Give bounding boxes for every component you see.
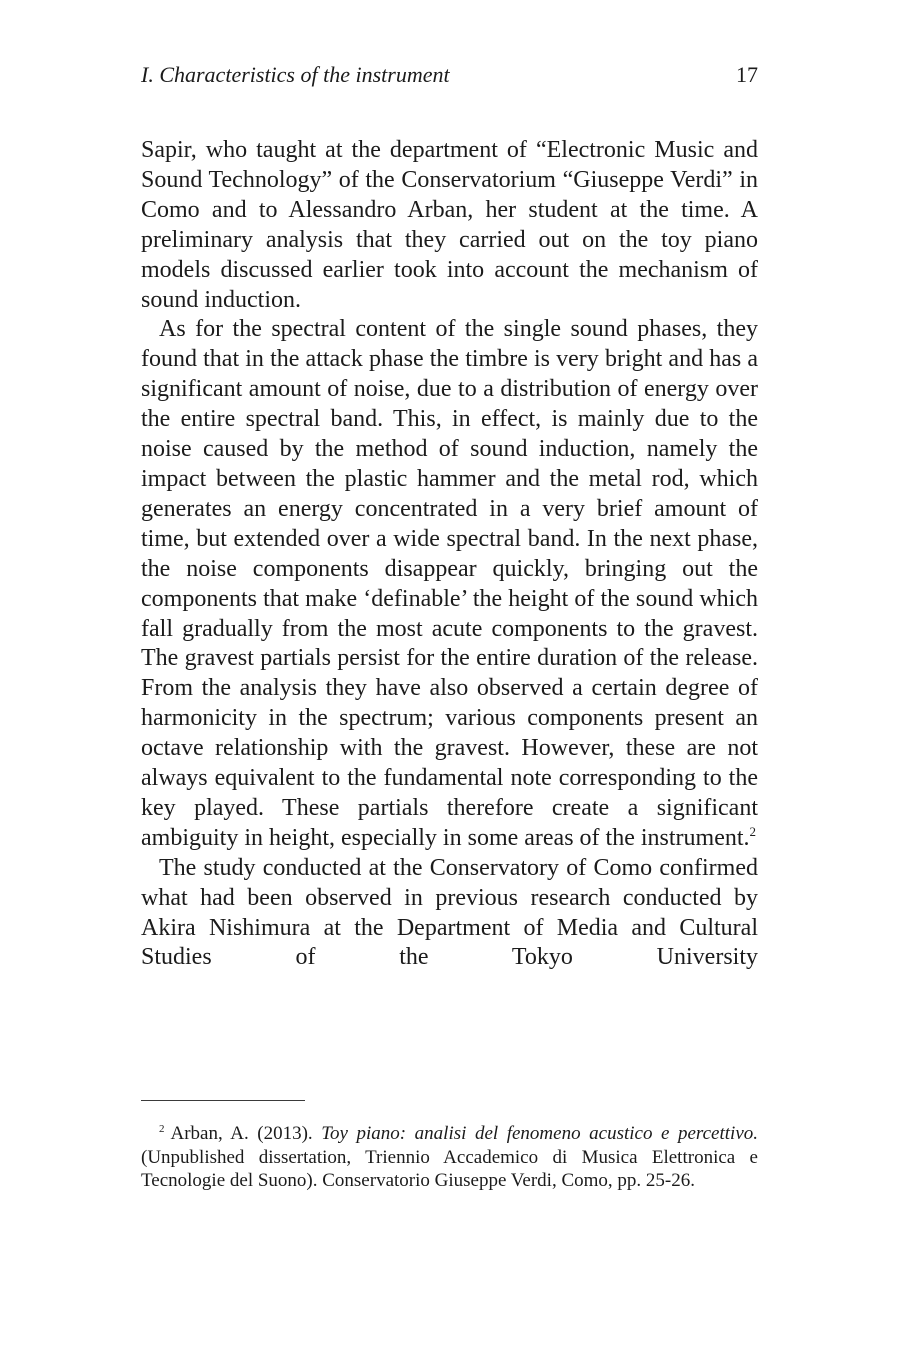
paragraph-1 — [141, 136, 758, 315]
footnote-title: Toy piano: analisi del fenomeno acustico e percettivo. — [321, 1123, 758, 1144]
footnote-author: Arban, A. (2013). — [170, 1123, 322, 1144]
running-header — [141, 62, 758, 96]
paragraph-2 — [141, 315, 758, 853]
footnote-details: (Unpublished dissertation, Triennio Accademico di Musica Elettronica e Tecnologie del Suono). Conservatorio Giuseppe Verdi, Como, pp. 25-26. — [141, 1146, 758, 1191]
paragraph-1-text: Sapir, who taught at the department of “Electronic Music and Sound Technology” of the Conservatorium “Giuseppe Verdi” in Como and to Alessandro Arban, her student at the time. A preliminary analysis that they carried out on the toy piano models discussed earlier took into account the mechanism of sound induction. — [141, 137, 758, 313]
footnote-mark: 2 — [159, 1123, 165, 1135]
body-text — [141, 136, 758, 973]
footnotes — [141, 1122, 758, 1193]
page-number: 17 — [736, 62, 758, 87]
paragraph-2-text: As for the spectral content of the single sound phases, they found that in the attack phase the timbre is very bright and has a significant amount of noise, due to a distribution of energy over the entire spectral band. This, in effect, is mainly due to the noise caused by the method of sound induction, namely the impact between the plastic hammer and the metal rod, which generates an energy concentrated in a very brief amount of time, but extended over a wide spectral band. In the next phase, the noise components disappear quickly, bringing out the components that make ‘definable’ the height of the sound which fall gradually from the most acute components to the gravest. The gravest partials persist for the entire duration of the release. From the analysis they have also observed a certain degree of harmonicity in the spectrum; various components present an octave relationship with the gravest. However, these are not always equivalent to the fundamental note corresponding to the key played. These partials therefore create a significant ambiguity in height, especially in some areas of the instrument. — [141, 316, 758, 851]
footnote-reference: 2 — [749, 823, 757, 839]
paragraph-3-text: The study conducted at the Conservatory of Como confirmed what had been observed in previous research conducted by Akira Nishimura at the Department of Media and Cultural Studies of the Tokyo University — [141, 854, 758, 971]
paragraph-3 — [141, 854, 758, 974]
footnote-2 — [141, 1122, 758, 1193]
footnote-separator — [141, 1100, 305, 1101]
chapter-running-title: I. Characteristics of the instrument — [141, 62, 450, 87]
